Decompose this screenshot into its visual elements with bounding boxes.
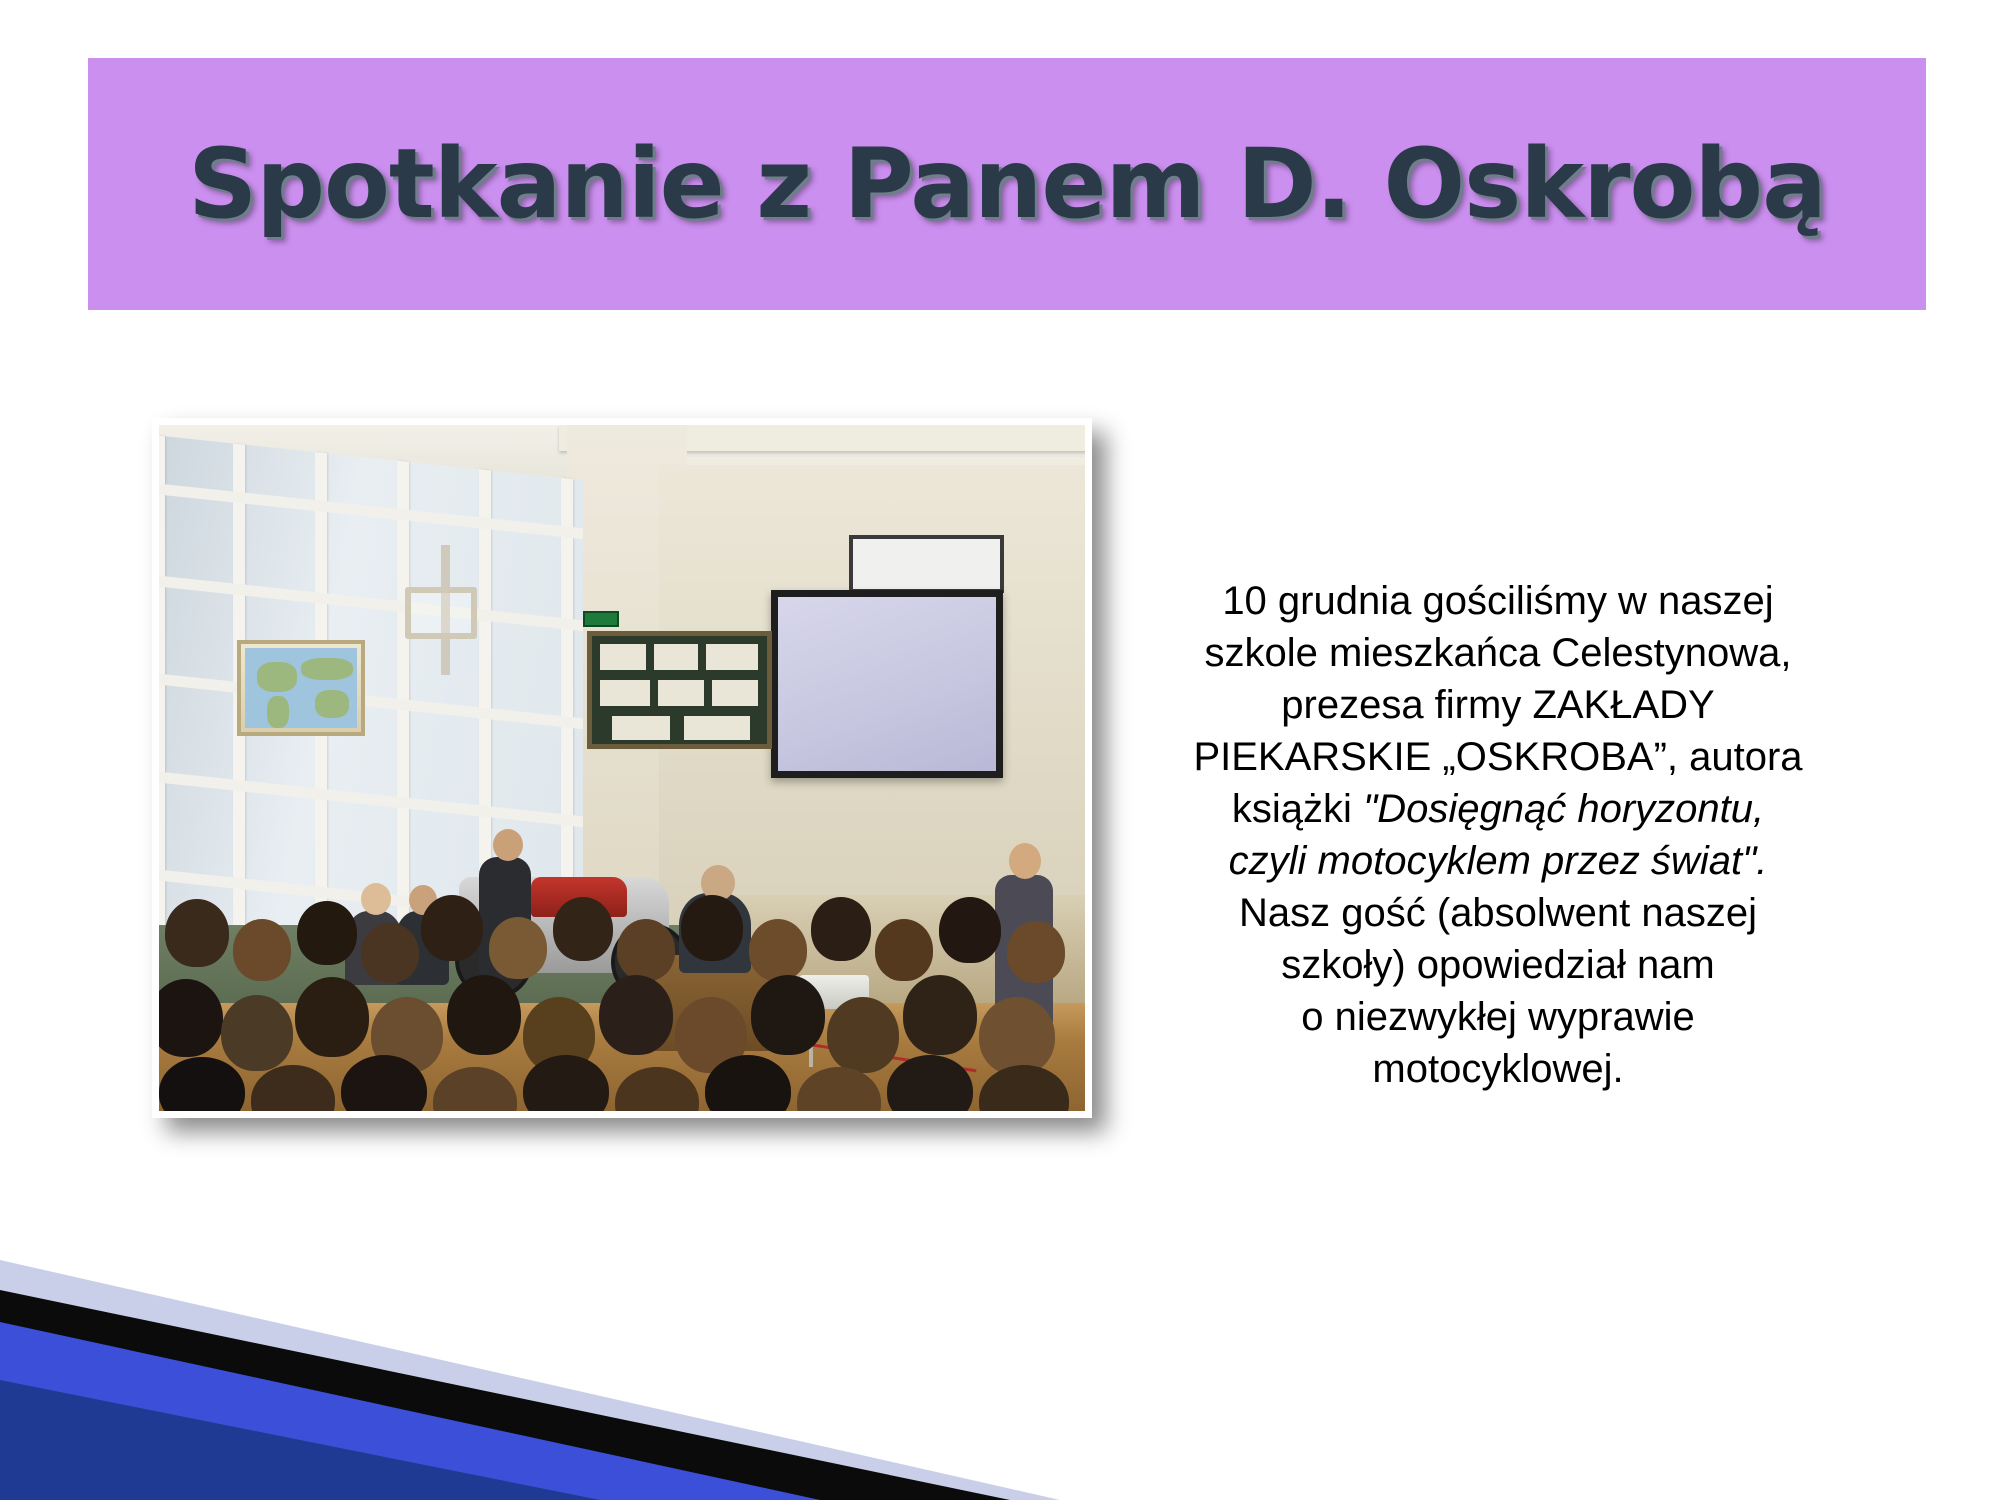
photo-notice [612, 716, 670, 740]
paragraph-line: motocyklowej. [1372, 1047, 1624, 1091]
photo-child-head [903, 975, 977, 1055]
photo-notice [712, 680, 758, 706]
photo-child-head [615, 1067, 699, 1111]
photo-child-head [489, 917, 547, 979]
photo-window-transom [159, 673, 583, 729]
photo-child-head [811, 897, 871, 961]
photo-child-head [165, 899, 229, 967]
paragraph-line: Nasz gość (absolwent naszej [1238, 891, 1758, 935]
photo-audience [159, 861, 1085, 1111]
paragraph-line [1128, 783, 1868, 835]
photo-whiteboard [849, 535, 1004, 593]
photo-child-head [421, 895, 483, 961]
photo-child-head [159, 979, 223, 1057]
photo-basketball-backboard [405, 587, 477, 639]
photo-child-head [827, 997, 899, 1073]
photo-child-head [681, 895, 743, 961]
photo-child-head [979, 1065, 1069, 1111]
paragraph-line: 10 grudnia gościliśmy w naszej [1222, 579, 1774, 623]
photo-child-head [1007, 921, 1065, 983]
photo-map-landmass [315, 690, 349, 718]
photo-child-head [749, 919, 807, 981]
corner-shape-light [0, 1260, 1060, 1500]
photo-notice [654, 644, 698, 670]
corner-decoration [0, 1260, 1060, 1500]
photo-child-head [939, 897, 1001, 963]
book-title-part1: "Dosięgnąć horyzontu, [1363, 787, 1765, 831]
photo-exit-sign [583, 611, 619, 627]
photo-child-head [221, 995, 293, 1071]
photo-notice [684, 716, 750, 740]
paragraph-line: prezesa firmy ZAKŁADY [1281, 683, 1715, 727]
photo-child-head [797, 1067, 881, 1111]
corner-shape-blue [0, 1322, 820, 1500]
photo-notice [600, 644, 646, 670]
paragraph-line: szkoły) opowiedział nam [1281, 943, 1715, 987]
photo-child-head [361, 923, 419, 983]
photo-child-head [447, 975, 521, 1055]
corner-shape-navy [0, 1380, 600, 1500]
page-title: Spotkanie z Panem D. Oskrobą [188, 128, 1826, 240]
photo-window-transom [159, 771, 583, 827]
photo-child-head [617, 919, 675, 981]
photo-notice-board [587, 631, 772, 749]
book-title-part2: czyli motocyklem przez świat". [1228, 839, 1768, 883]
meeting-photo [159, 425, 1085, 1111]
photo-frame [152, 418, 1092, 1118]
paragraph-line-prefix: książki [1231, 787, 1364, 831]
photo-child-head [875, 919, 933, 981]
title-banner [88, 58, 1926, 310]
paragraph-line: PIEKARSKIE „OSKROBA”, autora [1193, 735, 1803, 779]
photo-child-head [979, 997, 1055, 1075]
photo-child-head [297, 901, 357, 965]
paragraph-line: szkole mieszkańca Celestynowa, [1204, 631, 1792, 675]
photo-child-head [295, 977, 369, 1057]
photo-notice [706, 644, 758, 670]
photo-map-landmass [267, 696, 289, 728]
photo-window-transom [159, 575, 583, 631]
photo-child-head [751, 975, 825, 1055]
corner-shape-dark [0, 1290, 1010, 1500]
paragraph-line: o niezwykłej wyprawie [1301, 995, 1695, 1039]
photo-map-landmass [301, 658, 353, 680]
photo-photographer-head [493, 829, 523, 861]
photo-window-transom [159, 483, 583, 539]
photo-child-head [887, 1055, 973, 1111]
photo-child-head [433, 1067, 517, 1111]
photo-wall-map [237, 640, 365, 736]
paragraph-line [1128, 835, 1868, 887]
photo-notice [658, 680, 704, 706]
photo-child-head [599, 975, 673, 1055]
photo-child-head [251, 1065, 335, 1111]
photo-map-landmass [257, 662, 297, 692]
photo-projection-screen [771, 590, 1003, 778]
body-paragraph [1128, 575, 1868, 1095]
photo-child-head [553, 897, 613, 961]
photo-notice [600, 680, 650, 706]
photo-child-head [233, 919, 291, 981]
photo-child-head [159, 1057, 245, 1111]
